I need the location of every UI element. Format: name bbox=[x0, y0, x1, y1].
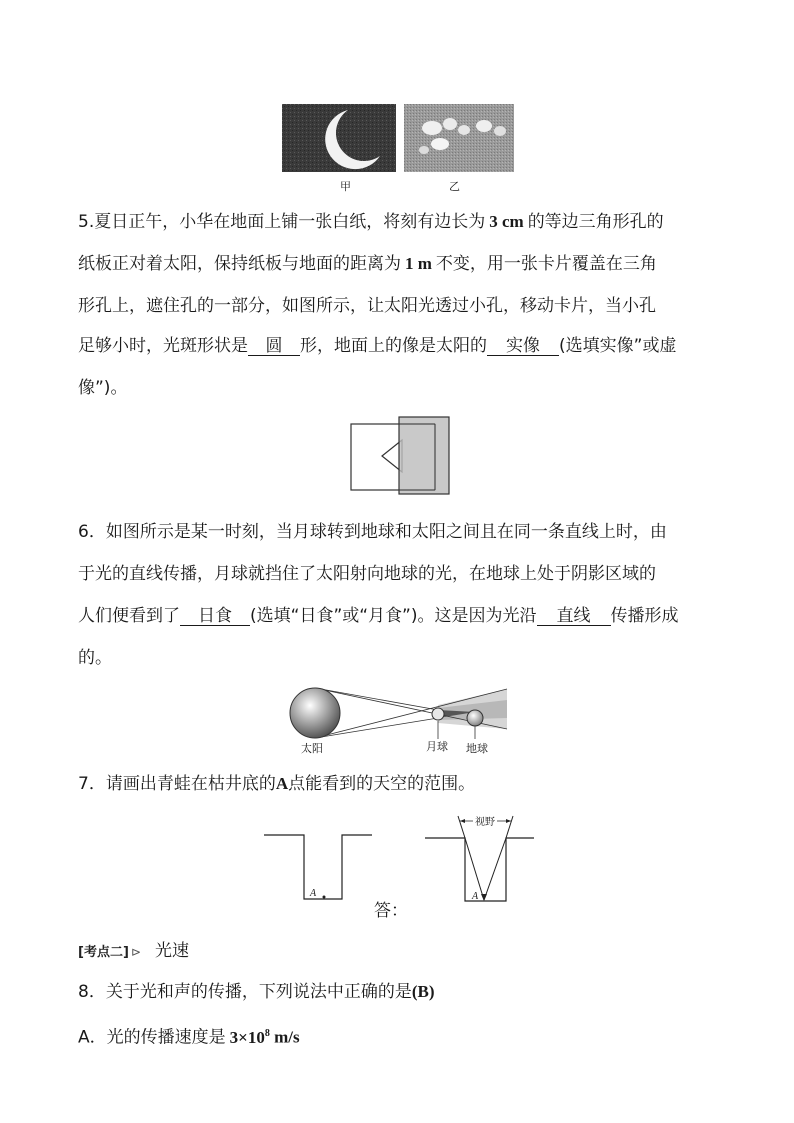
photo-light-spots-yi bbox=[404, 104, 514, 172]
q6-answer-blank-2: 直线 bbox=[537, 607, 611, 626]
section-header bbox=[78, 936, 189, 961]
card-triangle-hole-figure bbox=[350, 416, 451, 496]
q6-line-1: 6．如图所示是某一时刻，当月球转到地球和太阳之间且在同一条直线上时，由 bbox=[78, 522, 667, 542]
well-point-a-label: A bbox=[310, 888, 317, 899]
photo-crescent-jia bbox=[282, 104, 396, 172]
q5-line-2: 纸板正对着太阳，保持纸板与地面的距离为 1 m 不变，用一张卡片覆盖在三角 bbox=[78, 254, 657, 274]
answer-label: 答： bbox=[374, 901, 408, 921]
q6-line-3: 人们便看到了 日食 (选填“日食”或“月食”)。这是因为光沿 直线 传播形成 bbox=[78, 606, 679, 626]
q5-answer-blank-1: 圆 bbox=[248, 337, 300, 356]
section-tag: [考点二] bbox=[78, 945, 129, 960]
caption-yi: 乙 bbox=[449, 180, 460, 193]
well-figure-question bbox=[262, 830, 374, 904]
q5-answer-blank-2: 实像 bbox=[487, 337, 559, 356]
view-range-label: 视野 bbox=[473, 813, 497, 828]
label-earth: 地球 bbox=[466, 742, 488, 755]
q5-line-3: 形孔上，遮住孔的一部分，如图所示，让太阳光透过小孔，移动卡片，当小孔 bbox=[78, 296, 656, 316]
section-arrow-icon: ⊳ bbox=[130, 945, 141, 959]
q5-line-5: 像”)。 bbox=[78, 378, 128, 398]
q8-option-a: A．光的传播速度是 $3\times 10^8$ m/s bbox=[78, 1027, 300, 1048]
caption-jia: 甲 bbox=[340, 180, 351, 193]
q8-answer: (B) bbox=[411, 982, 435, 1001]
q8-line-1: 8．关于光和声的传播，下列说法中正确的是(B) bbox=[78, 982, 435, 1002]
q6-line-2: 于光的直线传播，月球就挡住了太阳射向地球的光，在地球上处于阴影区域的 bbox=[78, 564, 656, 584]
answer-well-point-a-label: A bbox=[472, 891, 479, 902]
section-title: 光速 bbox=[154, 941, 189, 961]
q5-line-4: 足够小时，光斑形状是 圆 形，地面上的像是太阳的 实像 (选填实像”或虚 bbox=[78, 336, 677, 356]
label-moon: 月球 bbox=[426, 740, 448, 753]
q7-line-1: 7．请画出青蛙在枯井底的A点能看到的天空的范围。 bbox=[78, 774, 476, 794]
label-sun: 太阳 bbox=[301, 742, 323, 755]
q5-line-1: 5.夏日正午，小华在地面上铺一张白纸，将刻有边长为 3 cm 的等边三角形孔的 bbox=[78, 212, 664, 232]
q6-answer-blank-1: 日食 bbox=[180, 607, 250, 626]
q6-line-4: 的。 bbox=[78, 648, 112, 668]
